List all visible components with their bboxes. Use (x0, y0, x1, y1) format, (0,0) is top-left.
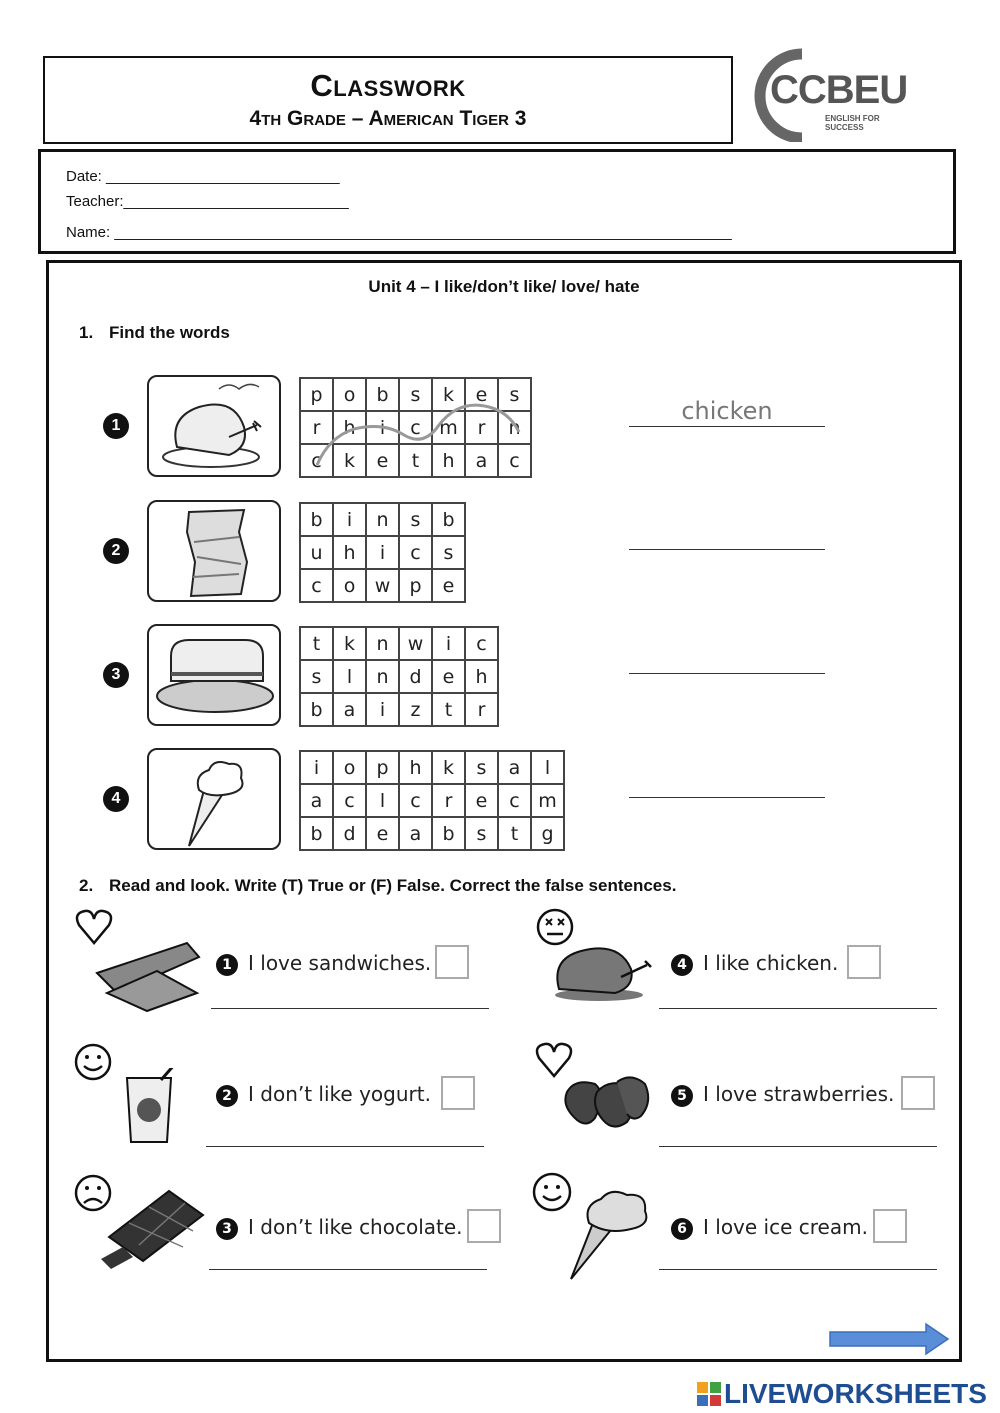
correction-line-3[interactable] (209, 1269, 487, 1270)
grid-letter[interactable]: i (333, 503, 366, 536)
logo-tagline: ENGLISH FOR SUCCESS (825, 114, 880, 132)
correction-line-6[interactable] (659, 1269, 937, 1270)
grid-letter[interactable]: t (432, 693, 465, 726)
tf-item-6 (531, 1169, 951, 1289)
grid-letter[interactable]: e (432, 660, 465, 693)
grid-letter[interactable]: u (300, 536, 333, 569)
tf-badge: 3 (216, 1218, 238, 1240)
sandwich-icon (147, 624, 281, 726)
find-word-row-2 (49, 498, 959, 602)
row-badge: 2 (103, 538, 129, 564)
find-word-row-1 (49, 373, 959, 477)
row-badge: 3 (103, 662, 129, 688)
chicken-icon (147, 375, 281, 477)
teacher-field[interactable]: Teacher:___________________________ (66, 193, 349, 210)
sandwich-icon (87, 933, 205, 1013)
ccbeu-logo (740, 46, 910, 142)
tf-item-2 (71, 1036, 491, 1156)
section-2-title (79, 876, 676, 896)
grid-letter[interactable]: o (333, 751, 366, 784)
grid-letter[interactable]: i (300, 751, 333, 784)
tf-item-4 (531, 903, 951, 1023)
grid-letter[interactable]: c (333, 784, 366, 817)
date-field[interactable]: Date: ____________________________ (66, 168, 340, 185)
grid-letter[interactable]: a (300, 784, 333, 817)
tf-item-1 (71, 903, 491, 1023)
grid-letter[interactable]: c (465, 627, 498, 660)
liveworksheets-mark-icon (697, 1382, 721, 1406)
page-title: Classwork (310, 68, 466, 103)
grid-letter[interactable]: b (300, 503, 333, 536)
grid-letter[interactable]: n (366, 627, 399, 660)
grid-letter[interactable]: b (432, 503, 465, 536)
word-search-grid-3[interactable] (299, 626, 499, 727)
ice-cream-icon (567, 1183, 657, 1283)
section-1-title (79, 323, 230, 343)
section-2-number: 2. (79, 876, 94, 895)
tf-answer-box-1[interactable] (435, 945, 469, 979)
answer-line-2[interactable] (629, 520, 825, 550)
page-subtitle: 4th Grade – American Tiger 3 (249, 107, 527, 130)
liveworksheets-text: LIVEWORKSHEETS (724, 1378, 987, 1409)
next-page-arrow-icon[interactable] (828, 1322, 952, 1356)
answer-line-1[interactable]: chicken (629, 397, 825, 427)
grid-letter[interactable]: z (399, 693, 432, 726)
grid-letter[interactable]: r (465, 693, 498, 726)
tf-item-3 (71, 1169, 491, 1289)
grid-letter[interactable]: k (333, 627, 366, 660)
answer-line-4[interactable] (629, 768, 825, 798)
grid-letter[interactable]: c (399, 411, 432, 444)
section-1-text: Find the words (109, 323, 230, 342)
grid-letter[interactable]: g (531, 817, 564, 850)
tf-answer-box-4[interactable] (847, 945, 881, 979)
grid-letter[interactable]: e (465, 378, 498, 411)
grid-letter[interactable]: r (300, 411, 333, 444)
row-badge: 4 (103, 786, 129, 812)
word-search-grid-4[interactable] (299, 750, 565, 851)
grid-letter[interactable]: b (432, 817, 465, 850)
grid-letter[interactable]: c (300, 569, 333, 602)
title-box (43, 56, 733, 144)
name-field[interactable]: Name: __________________________________________________________________________ (66, 224, 732, 241)
grid-letter[interactable]: a (333, 693, 366, 726)
grid-letter[interactable]: s (432, 536, 465, 569)
grid-letter[interactable]: b (366, 378, 399, 411)
tf-sentence-4: 4 I like chicken. (671, 951, 838, 976)
tf-sentence-5: 5 I love strawberries. (671, 1082, 894, 1107)
grid-letter[interactable]: c (300, 444, 333, 477)
grid-letter[interactable]: h (333, 411, 366, 444)
grid-letter[interactable]: c (498, 444, 531, 477)
grid-letter[interactable]: r (465, 411, 498, 444)
grid-letter[interactable]: k (333, 444, 366, 477)
grid-letter[interactable]: n (366, 503, 399, 536)
grid-letter[interactable]: s (465, 751, 498, 784)
grid-letter[interactable]: m (531, 784, 564, 817)
row-badge: 1 (103, 413, 129, 439)
correction-line-1[interactable] (211, 1008, 489, 1009)
tf-answer-box-6[interactable] (873, 1209, 907, 1243)
grid-letter[interactable]: n (366, 660, 399, 693)
grid-letter[interactable]: s (498, 378, 531, 411)
grid-letter[interactable]: h (465, 660, 498, 693)
grid-letter[interactable]: o (333, 569, 366, 602)
smiley-icon (73, 1042, 113, 1082)
tf-badge: 5 (671, 1085, 693, 1107)
grid-letter[interactable]: b (300, 817, 333, 850)
grid-letter[interactable]: d (399, 660, 432, 693)
grid-letter[interactable]: l (333, 660, 366, 693)
grid-letter[interactable]: p (300, 378, 333, 411)
tf-sentence-2: 2 I don’t like yogurt. (216, 1082, 431, 1107)
correction-line-5[interactable] (659, 1146, 937, 1147)
section-2-text: Read and look. Write (T) True or (F) False. Correct the false sentences. (109, 876, 677, 895)
answer-line-3[interactable] (629, 644, 825, 674)
tf-answer-box-2[interactable] (441, 1076, 475, 1110)
find-word-row-3 (49, 622, 959, 726)
grid-letter[interactable]: e (465, 784, 498, 817)
grid-letter[interactable]: l (366, 784, 399, 817)
grid-letter[interactable]: k (432, 751, 465, 784)
tf-badge: 1 (216, 954, 238, 976)
section-1-number: 1. (79, 323, 94, 342)
grid-letter[interactable]: c (399, 536, 432, 569)
grid-letter[interactable]: i (366, 536, 399, 569)
liveworksheets-logo (697, 1378, 987, 1410)
grid-letter[interactable]: s (465, 817, 498, 850)
unit-title: Unit 4 – I like/don’t like/ love/ hate (368, 277, 640, 296)
grid-letter[interactable]: e (432, 569, 465, 602)
tf-badge: 4 (671, 954, 693, 976)
grid-letter[interactable]: h (399, 751, 432, 784)
grid-letter[interactable]: n (498, 411, 531, 444)
grid-letter[interactable]: p (366, 751, 399, 784)
chicken-icon (551, 933, 661, 1003)
grid-letter[interactable]: e (366, 444, 399, 477)
grid-letter[interactable]: b (300, 693, 333, 726)
word-search-grid-2[interactable] (299, 502, 466, 603)
grid-letter[interactable]: t (399, 444, 432, 477)
grid-letter[interactable]: t (300, 627, 333, 660)
grid-letter[interactable]: o (333, 378, 366, 411)
student-info-box (38, 149, 956, 254)
grid-letter[interactable]: s (300, 660, 333, 693)
find-word-row-4 (49, 746, 959, 850)
grid-letter[interactable]: r (432, 784, 465, 817)
chocolate-icon (99, 1185, 209, 1269)
grid-letter[interactable]: w (399, 627, 432, 660)
tf-item-5 (531, 1036, 951, 1156)
grid-letter[interactable]: s (399, 378, 432, 411)
grid-letter[interactable]: e (366, 817, 399, 850)
tf-badge: 2 (216, 1085, 238, 1107)
grid-letter[interactable]: a (498, 751, 531, 784)
ice-cream-icon (147, 748, 281, 850)
chips-bag-icon (147, 500, 281, 602)
tf-sentence-3: 3 I don’t like chocolate. (216, 1215, 463, 1240)
grid-letter[interactable]: i (432, 627, 465, 660)
strawberry-icon (561, 1062, 657, 1132)
grid-letter[interactable]: a (465, 444, 498, 477)
grid-letter[interactable]: d (333, 817, 366, 850)
correction-line-4[interactable] (659, 1008, 937, 1009)
grid-letter[interactable]: t (498, 817, 531, 850)
tf-sentence-1: 1 I love sandwiches. (216, 951, 431, 976)
grid-letter[interactable]: c (399, 784, 432, 817)
grid-letter[interactable]: h (333, 536, 366, 569)
tf-answer-box-3[interactable] (467, 1209, 501, 1243)
grid-letter[interactable]: a (399, 817, 432, 850)
grid-letter[interactable]: l (531, 751, 564, 784)
grid-letter[interactable]: p (399, 569, 432, 602)
grid-letter[interactable]: k (432, 378, 465, 411)
tf-answer-box-5[interactable] (901, 1076, 935, 1110)
tf-sentence-6: 6 I love ice cream. (671, 1215, 868, 1240)
found-word-trace (299, 377, 539, 481)
yogurt-icon (121, 1068, 181, 1148)
grid-letter[interactable]: i (366, 411, 399, 444)
correction-line-2[interactable] (206, 1146, 484, 1147)
grid-letter[interactable]: s (399, 503, 432, 536)
grid-letter[interactable]: m (432, 411, 465, 444)
grid-letter[interactable]: w (366, 569, 399, 602)
logo-text: CCBEU (770, 68, 908, 112)
grid-letter[interactable]: i (366, 693, 399, 726)
worksheet-body (46, 260, 962, 1362)
grid-letter[interactable]: c (498, 784, 531, 817)
grid-letter[interactable]: h (432, 444, 465, 477)
tf-badge: 6 (671, 1218, 693, 1240)
